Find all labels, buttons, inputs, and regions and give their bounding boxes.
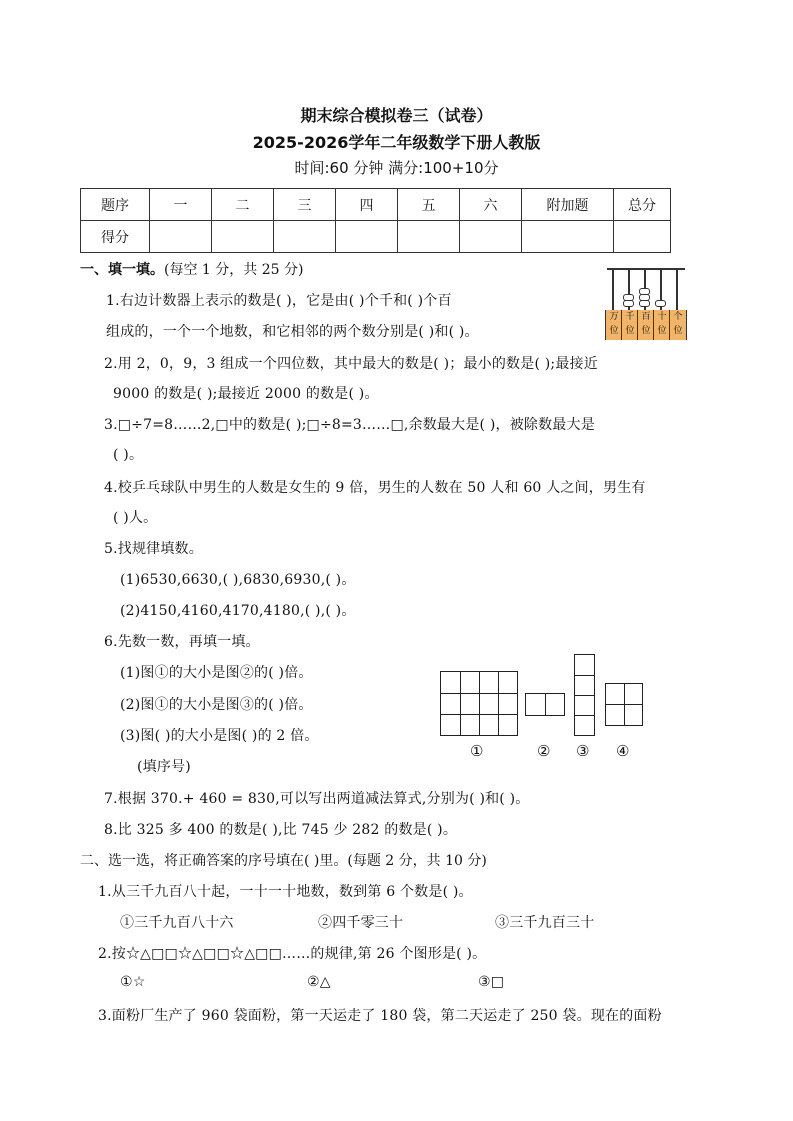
- page-subtitle: 2025-2026学年二年级数学下册人教版: [252, 133, 541, 152]
- time-info: 时间:60 分钟 满分:100+10分: [294, 159, 499, 177]
- score-input-cell[interactable]: [614, 221, 671, 253]
- question-5-part-1: (1)6530,6630,( ),6830,6930,( )。: [120, 572, 356, 588]
- choice-question-3: 3.面粉厂生产了 960 袋面粉，第一天运走了 180 袋，第二天运走了 250 袋。现在的面粉: [98, 1008, 662, 1024]
- abacus-bead: [623, 294, 634, 301]
- figure-label-2: ②: [537, 742, 551, 760]
- question-1-line-2: 组成的，一个一个地数，和它相邻的两个数分别是( )和( )。: [106, 324, 479, 340]
- abacus-bead: [655, 300, 666, 307]
- figure-label-1: ①: [470, 742, 484, 760]
- score-table: [80, 188, 671, 253]
- choice-2-option-3[interactable]: ③□: [478, 974, 505, 990]
- page-title: 期末综合模拟卷三（试卷）: [300, 106, 493, 125]
- section1-title: 一、填一填。: [80, 262, 164, 278]
- abacus-bead: [639, 300, 650, 307]
- figure-4-grid: [605, 683, 643, 726]
- question-3-line-1: 3.□÷7=8……2,□中的数是( );□÷8=3……□,余数最大是( )，被除数最大是: [104, 417, 595, 433]
- question-5-title: 5.找规律填数。: [104, 541, 203, 557]
- score-input-cell[interactable]: [522, 221, 614, 253]
- choice-question-2: 2.按☆△□□☆△□□☆△□□……的规律,第 26 个图形是( )。: [98, 946, 487, 962]
- score-input-cell[interactable]: [398, 221, 460, 253]
- score-header-cell: 五: [398, 189, 460, 221]
- score-input-cell[interactable]: [336, 221, 398, 253]
- abacus-label-bai: 百 位: [637, 310, 654, 340]
- figure-3-grid: [574, 654, 595, 736]
- question-2-line-1: 2.用 2，0，9，3 组成一个四位数，其中最大的数是( )；最小的数是( );最接近: [104, 356, 598, 372]
- choice-1-option-1[interactable]: ①三千九百八十六: [120, 915, 234, 931]
- choice-1-option-3[interactable]: ③三千九百三十: [495, 915, 595, 931]
- question-3-line-2: ( )。: [113, 447, 144, 463]
- question-5-part-2: (2)4150,4160,4170,4180,( ),( )。: [120, 603, 356, 619]
- score-input-cell[interactable]: [150, 221, 212, 253]
- question-8: 8.比 325 多 400 的数是( ),比 745 少 282 的数是( )。: [104, 822, 458, 838]
- abacus-bead: [639, 294, 650, 301]
- figure-2-grid: [525, 693, 565, 716]
- question-7: 7.根据 370.+ 460 = 830,可以写出两道减法算式,分别为( )和( )。: [104, 791, 530, 807]
- abacus-label-shi: 十 位: [653, 310, 670, 340]
- score-header-cell: 一: [150, 189, 212, 221]
- question-6-part-2: (2)图①的大小是图③的( )倍。: [120, 697, 313, 713]
- score-input-cell[interactable]: [274, 221, 336, 253]
- section1-note: (每空 1 分，共 25 分): [164, 262, 304, 278]
- score-input-cell[interactable]: [212, 221, 274, 253]
- figure-1-grid: [440, 671, 518, 736]
- section1-heading: [80, 259, 303, 279]
- abacus-illustration: [605, 268, 687, 340]
- abacus-bead: [639, 288, 650, 295]
- abacus-bead: [623, 300, 634, 307]
- choice-2-option-1[interactable]: ①☆: [120, 974, 146, 990]
- score-table-header-row: [81, 189, 671, 221]
- question-2-line-2: 9000 的数是( );最接近 2000 的数是( )。: [113, 386, 379, 402]
- abacus-label-wan: 万 位: [605, 310, 622, 340]
- score-header-cell: 总分: [614, 189, 671, 221]
- section2-title: 二、选一选，将正确答案的序号填在( )里。(每题 2 分，共 10 分): [80, 853, 487, 869]
- score-table-score-row: [81, 221, 671, 253]
- abacus-label-qian: 千 位: [621, 310, 638, 340]
- score-input-cell[interactable]: [460, 221, 522, 253]
- figure-label-3: ③: [576, 742, 590, 760]
- choice-question-1: 1.从三千九百八十起，一十一十地数，数到第 6 个数是( )。: [98, 884, 473, 900]
- score-label-cell: 得分: [81, 221, 150, 253]
- question-6-part-1: (1)图①的大小是图②的( )倍。: [120, 665, 313, 681]
- question-1-line-1: 1.右边计数器上表示的数是( )，它是由( )个千和( )个百: [106, 293, 452, 309]
- question-6-title: 6.先数一数，再填一填。: [104, 634, 260, 650]
- figure-label-4: ④: [616, 742, 630, 760]
- choice-1-option-2[interactable]: ②四千零三十: [318, 915, 404, 931]
- choice-2-option-2[interactable]: ②△: [307, 974, 331, 990]
- score-header-cell: 三: [274, 189, 336, 221]
- score-header-cell: 二: [212, 189, 274, 221]
- score-header-cell: 四: [336, 189, 398, 221]
- question-4-line-2: ( )人。: [113, 510, 158, 526]
- question-6-part-3: (3)图( )的大小是图( )的 2 倍。: [120, 728, 319, 744]
- question-6-note: (填序号): [137, 759, 191, 775]
- score-header-cell: 题序: [81, 189, 150, 221]
- abacus-label-ge: 个 位: [669, 310, 687, 340]
- score-header-cell: 附加题: [522, 189, 614, 221]
- score-header-cell: 六: [460, 189, 522, 221]
- question-4-line-1: 4.校乒乓球队中男生的人数是女生的 9 倍，男生的人数在 50 人和 60 人之间，男生有: [104, 480, 646, 496]
